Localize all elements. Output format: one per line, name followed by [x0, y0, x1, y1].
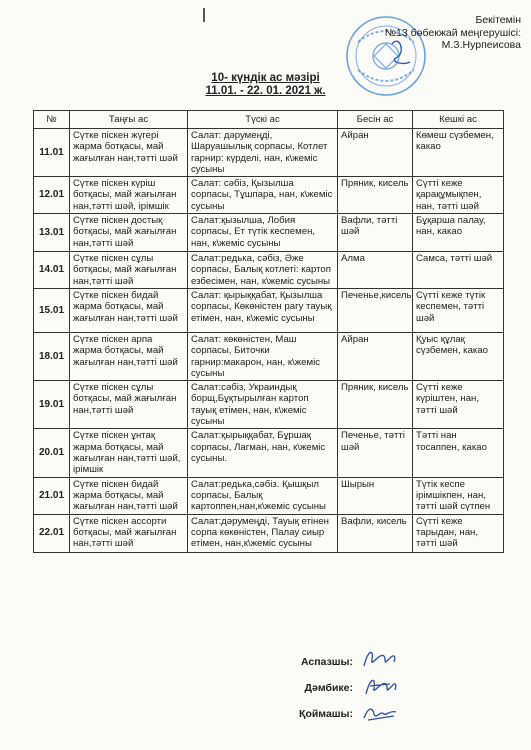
- date-cell: 18.01: [34, 332, 70, 380]
- approval-heading: Бекітемін: [475, 14, 521, 26]
- scan-mark: [203, 8, 205, 22]
- lunch-cell: Салат: дәрумеңді, Шаруашылық сорпасы, Котлет гарнир: күрделі, нан, к\жеміс сусыны: [188, 129, 338, 177]
- date-cell: 13.01: [34, 214, 70, 252]
- breakfast-cell: Сүтке піскен сұлы ботқасы, май жағылған нан,тәтті шәй: [70, 252, 188, 289]
- header-dinner: Кешкі ас: [413, 111, 504, 129]
- breakfast-cell: Сүтке піскен ұнтақ жарма ботқасы, май жағылған нан,тәтті шәй, ірімшік: [70, 429, 188, 477]
- table-row: [34, 129, 504, 177]
- snack-cell: Алма: [338, 252, 413, 289]
- table-row: [34, 252, 504, 289]
- snack-cell: Пряник, кисель: [338, 381, 413, 429]
- title-line-1: 10- күндік ас мәзірі: [211, 72, 320, 84]
- dinner-cell: Сүтті кеже түтік кеспемен, тәтті шәй: [413, 288, 504, 332]
- header-breakfast: Таңғы ас: [70, 111, 188, 129]
- table-row: [34, 429, 504, 477]
- dietitian-label: Дәмбике:: [304, 682, 353, 694]
- lunch-cell: Салат: көкөністен, Маш сорпасы, Биточки гарнир:макарон, нан, к\жеміс сусыны: [188, 332, 338, 380]
- dinner-cell: Сүтті кеже қарақұмықпен, нан, тәтті шәй: [413, 177, 504, 214]
- lunch-cell: Салат: қырыққабат, Қызылша сорпасы, Көкөністен рагу тауық етімен, нан, к\жеміс сусыны: [188, 288, 338, 332]
- dinner-cell: Түтік кеспе ірімшікпен, нан, тәтті шәй сүтпен: [413, 477, 504, 514]
- snack-cell: Печенье, тәтті шәй: [338, 429, 413, 477]
- date-cell: 11.01: [34, 129, 70, 177]
- cook-signature: [360, 646, 400, 672]
- lunch-cell: Салат:дәрумеңді, Тауық етінен сорпа көкөністен, Палау сиыр етімен, нан,к\жеміс сусыны: [188, 514, 338, 552]
- dinner-cell: Қуыс құлақ сүзбемен, какао: [413, 332, 504, 380]
- snack-cell: Шырын: [338, 477, 413, 514]
- header-number: №: [34, 111, 70, 129]
- date-cell: 21.01: [34, 477, 70, 514]
- header-lunch: Түскі ас: [188, 111, 338, 129]
- snack-cell: Айран: [338, 332, 413, 380]
- lunch-cell: Салат: сәбіз, Қызылша сорпасы, Тұшпара, нан, к\жеміс сусыны: [188, 177, 338, 214]
- breakfast-cell: Сүтке піскен достық ботқасы, май жағылған нан,тәтті шәй: [70, 214, 188, 252]
- breakfast-cell: Сүтке піскен бидай жарма ботқасы, май жағылған нан,тәтті шәй: [70, 288, 188, 332]
- title-line-2: 11.01. - 22. 01. 2021 ж.: [205, 85, 326, 97]
- header-snack: Бесін ас: [338, 111, 413, 129]
- breakfast-cell: Сүтке піскен жүгері жарма ботқасы, май жағылған нан,тәтті шәй: [70, 129, 188, 177]
- dietitian-signature: [360, 672, 400, 700]
- date-cell: 19.01: [34, 381, 70, 429]
- snack-cell: Вафли, тәтті шәй: [338, 214, 413, 252]
- approval-block: [385, 14, 521, 52]
- table-row: [34, 177, 504, 214]
- lunch-cell: Салат:қызылша, Лобия сорпасы, Ет түтік кеспемен, нан, к\жеміс сусыны: [188, 214, 338, 252]
- breakfast-cell: Сүтке піскен арпа жарма ботқасы, май жағылған нан,тәтті шәй: [70, 332, 188, 380]
- table-row: [34, 332, 504, 380]
- approval-name: М.З.Нурпеисова: [441, 39, 521, 51]
- date-cell: 12.01: [34, 177, 70, 214]
- cook-label: Аспазшы:: [300, 656, 353, 668]
- snack-cell: Айран: [338, 129, 413, 177]
- table-row: [34, 381, 504, 429]
- table-header-row: [34, 111, 504, 129]
- date-cell: 15.01: [34, 288, 70, 332]
- date-cell: 20.01: [34, 429, 70, 477]
- table-row: [34, 514, 504, 552]
- breakfast-cell: Сүтке піскен күріш ботқасы, май жағылған нан,тәтті шәй, ірімшік: [70, 177, 188, 214]
- lunch-cell: Салат:редька,сәбіз. Қышқыл сорпасы, Балық картоппен,нан,к\жеміс сусыны: [188, 477, 338, 514]
- snack-cell: Печенье,кисель: [338, 288, 413, 332]
- dinner-cell: Тәтті нан тосаппен, какао: [413, 429, 504, 477]
- storekeeper-signature: [360, 700, 400, 724]
- dinner-cell: Сүтті кеже тарыдан, нан, тәтті шәй: [413, 514, 504, 552]
- lunch-cell: Салат:қырыққабат, Бұршақ сорпасы, Лагман, нан, к\жеміс сусыны.: [188, 429, 338, 477]
- dinner-cell: Көмеш сүзбемен, какао: [413, 129, 504, 177]
- lunch-cell: Салат:сәбіз, Украиндық борщ,Бұқтырылған картоп тауық етімен, нан, к\жеміс сусыны: [188, 381, 338, 429]
- breakfast-cell: Сүтке піскен ассорти ботқасы, май жағылған нан,тәтті шәй: [70, 514, 188, 552]
- table-row: [34, 477, 504, 514]
- dinner-cell: Сүтті кеже күріштен, нан, тәтті шәй: [413, 381, 504, 429]
- date-cell: 14.01: [34, 252, 70, 289]
- dinner-cell: Самса, тәтті шәй: [413, 252, 504, 289]
- storekeeper-label: Қоймашы:: [299, 708, 353, 720]
- dinner-cell: Бұқарша палау, нан, какао: [413, 214, 504, 252]
- menu-table: [33, 110, 504, 553]
- menu-title: [0, 72, 531, 98]
- snack-cell: Пряник, кисель: [338, 177, 413, 214]
- table-row: [34, 288, 504, 332]
- snack-cell: Вафли, кисель: [338, 514, 413, 552]
- date-cell: 22.01: [34, 514, 70, 552]
- lunch-cell: Салат:редька, сәбіз, Әже сорпасы, Балық котлеті: картоп езбесімен, нан, к\жеміс сусыны: [188, 252, 338, 289]
- breakfast-cell: Сүтке піскен сұлы ботқасы, май жағылған нан,тәтті шәй: [70, 381, 188, 429]
- table-row: [34, 214, 504, 252]
- approval-position: №13 бөбекжай меңгерушісі:: [384, 26, 521, 39]
- breakfast-cell: Сүтке піскен бидай жарма ботқасы, май жағылған нан,тәтті шәй: [70, 477, 188, 514]
- table-body: [34, 129, 504, 553]
